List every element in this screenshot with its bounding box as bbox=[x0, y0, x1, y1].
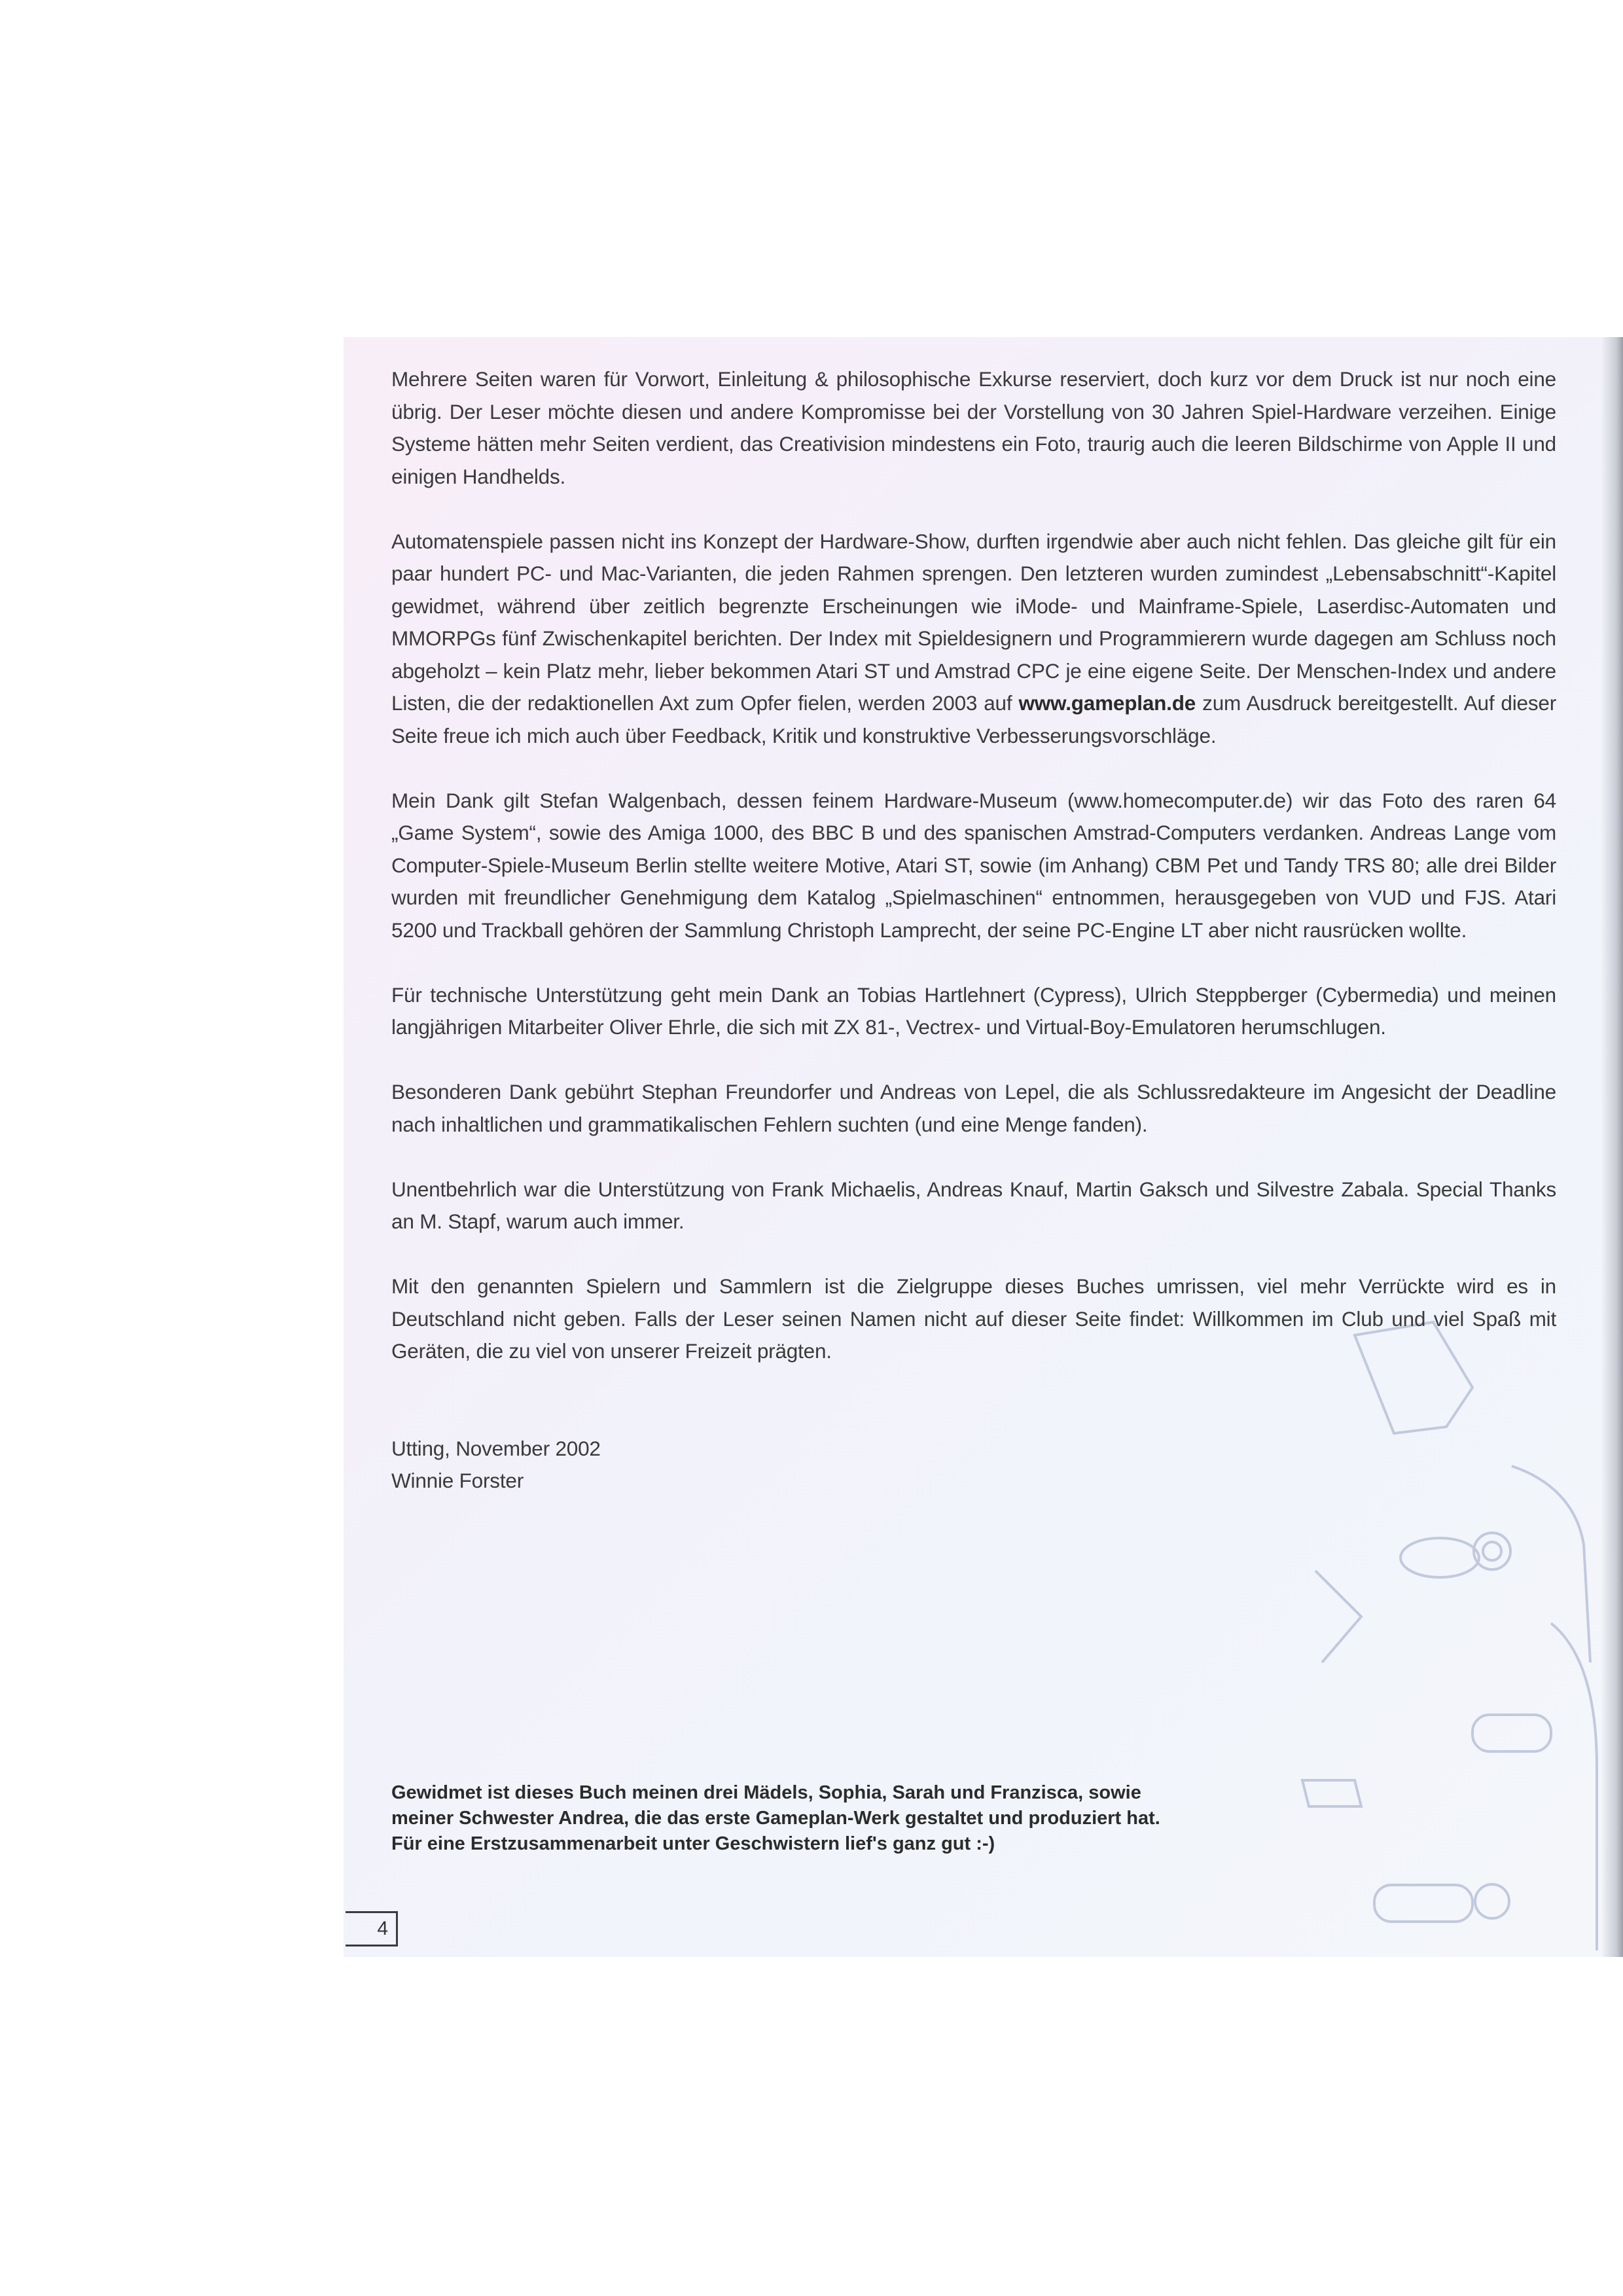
paragraph-2-text: Automatenspiele passen nicht ins Konzept der Hardware-Show, durften irgendwie aber auch nicht fehlen. Das gleiche gilt für ein paar hundert PC- und Mac-Varianten, die jeden Rahmen sprengen. Den letzteren wurden zumindest „Lebensabschnitt“-Kapitel gewidmet, während über zeitlich begrenzte Erscheinungen wie iMode- und Mainframe-Spiele, Laserdisc-Automaten und MMORPGs fünf Zwischenkapitel berichten. Der Index mit Spieldesignern und Programmierern wurde dagegen am Schluss noch abgeholzt – kein Platz mehr, lieber bekommen Atari ST und Amstrad CPC je eine eigene Seite. Der Menschen-Index und andere Listen, die der redaktionellen Axt zum Opfer fielen, werden 2003 auf bbox=[391, 529, 1556, 715]
paragraph-7: Mit den genannten Spielern und Sammlern ist die Zielgruppe dieses Buches umrissen, viel mehr Verrückte wird es in Deutschland nicht geben. Falls der Leser seinen Namen nicht auf dieser Seite findet: Willkommen im Club und viel Spaß mit Geräten, die zu viel von unserer Freizeit prägten. bbox=[391, 1274, 1556, 1363]
main-text bbox=[391, 363, 1556, 1498]
paragraph-3: Mein Dank gilt Stefan Walgenbach, dessen feinem Hardware-Museum (www.homecomputer.de) wir das Foto des raren 64 „Game System“, sowie des Amiga 1000, des BBC B und des spanischen Amstrad-Computers verdanken. Andreas Lange vom Computer-Spiele-Museum Berlin stellte weitere Motive, Atari ST, sowie (im Anhang) CBM Pet und Tandy TRS 80; alle drei Bilder wurden mit freundlicher Genehmigung dem Katalog „Spielmaschinen“ entnommen, herausgegeben von VUD und FJS. Atari 5200 und Trackball gehören der Sammlung Christoph Lamprecht, der seine PC-Engine LT aber nicht rausrücken wollte. bbox=[391, 788, 1556, 942]
paragraph-6: Unentbehrlich war die Unterstützung von Frank Michaelis, Andreas Knauf, Martin Gaksch und Silvestre Zabala. Special Thanks an M. Stapf, warum auch immer. bbox=[391, 1177, 1556, 1233]
paragraph-5: Besonderen Dank gebührt Stephan Freundorfer und Andreas von Lepel, die als Schlussredakteure im Angesicht der Deadline nach inhaltlichen und grammatikalischen Fehlern suchten (und eine Menge fanden). bbox=[391, 1080, 1556, 1136]
page-number: 4 bbox=[346, 1911, 398, 1946]
paragraph-4: Für technische Unterstützung geht mein Dank an Tobias Hartlehnert (Cypress), Ulrich Steppberger (Cybermedia) und meinen langjährigen Mitarbeiter Oliver Ehrle, die sich mit ZX 81-, Vectrex- und Virtual-Boy-Emulatoren herumschlugen. bbox=[391, 982, 1556, 1039]
gameplan-url-link[interactable]: www.gameplan.de bbox=[1018, 691, 1196, 715]
paragraph-1: Mehrere Seiten waren für Vorwort, Einleitung & philosophische Exkurse reserviert, doch kurz vor dem Druck ist nur noch eine übrig. Der Leser möchte diesen und andere Kompromisse bei der Vorstellung von 30 Jahren Spiel-Hardware verzeihen. Einige Systeme hätten mehr Seiten verdient, das Creativision mindestens ein Foto, traurig auch die leeren Bildschirme von Apple II und einigen Handhelds. bbox=[391, 367, 1556, 488]
paragraph-2-tail: zum Ausdruck bereitgestellt. Auf dieser Seite freue ich mich auch über Feedback, Kritik und konstruktive Verbesserungsvorschläge. bbox=[391, 691, 1556, 747]
paragraph-2 bbox=[391, 526, 1556, 753]
signature-place-date: Utting, November 2002 bbox=[391, 1436, 601, 1460]
signature-author: Winnie Forster bbox=[391, 1469, 524, 1492]
signature bbox=[391, 1433, 1556, 1498]
dedication: Gewidmet ist dieses Buch meinen drei Mädels, Sophia, Sarah und Franzisca, sowie meiner Schwester Andrea, die das erste Gameplan-Werk gestaltet und produziert hat. Für eine Erstzusammenarbeit unter Geschwistern lief's ganz gut :-) bbox=[391, 1782, 1160, 1854]
